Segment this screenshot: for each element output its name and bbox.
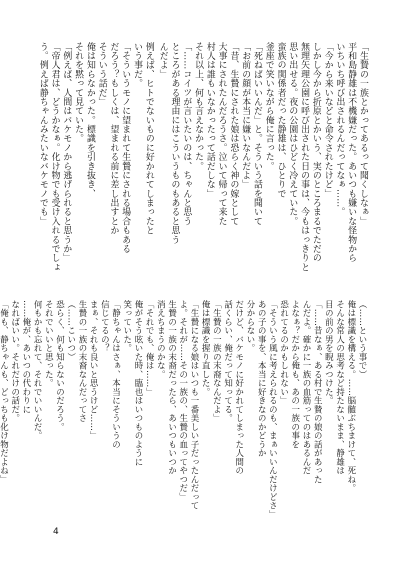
text-column: そんな常人の思考など持たないまま、静雄は [335, 300, 346, 475]
text-column: （……こいつ） [66, 300, 77, 362]
text-column: 蛮族の関係者だった静雄は、ひとりで [275, 42, 286, 199]
text-column: 「昔、生贄にされた娘は恐らく神の嫁として [228, 42, 239, 226]
text-column: まぁ、それも良いと思うけど……」 [89, 300, 100, 440]
text-column: 「静ちゃんはさぁ、本当にそういうの [111, 300, 122, 449]
text-column: 「帝人君は、どうかなぁ。化け物でも受け入れるでしょ [49, 42, 60, 272]
text-column: 俺は標識を握り直した。 [201, 300, 212, 397]
text-column: よなぁ？だから俺も、あの一族の事を [290, 300, 301, 449]
text-column: 信じてるの？ [100, 300, 111, 353]
text-column: 「そういう風に考えられるのも、まぁいいんだけどさ」 [268, 300, 279, 519]
text-column: 「生贄の一族の末裔なんだよ」 [212, 300, 223, 423]
text-column: 「……コイツが言いたいのは、ちゃんと思う [181, 42, 192, 226]
text-column: ところがある理由にはこういうものもあると思う [169, 42, 180, 245]
text-column: だけど、バケモノに好かれてしまった人間の [234, 300, 245, 475]
text-column: 思い出せる。夜の公園はひどく冷えていた。 [287, 42, 298, 226]
text-column: 「お前の顔が本当に嫌いなんだよ」 [240, 42, 251, 190]
text-column: 「今から来いなどと命令されたけど」 [322, 42, 333, 199]
text-column: 無理矢理公園に呼び出された日の事は、今もはっきりと [299, 42, 310, 272]
lower-text-block [0, 300, 368, 520]
text-column: 恐れてるのかもしれない」 [279, 300, 290, 405]
text-column: んだよ」 [157, 42, 168, 79]
upper-text-block [36, 42, 368, 272]
page-number: 4 [53, 527, 59, 537]
text-column: 消えちまうのかな。 [156, 300, 167, 379]
text-column: 「例えば、人間はバケモノから逃げられると思うか」 [61, 42, 72, 263]
text-column: 「……昔なぁ、ある村で生贄の娘の話があった [313, 300, 324, 484]
text-column: だろう？もしくは、望まれる前に差し出すとか [108, 42, 119, 235]
text-column: んだよ。確かに一族の血筋ってのはあるんだ [301, 300, 312, 475]
text-column: いう事だ。 [132, 42, 143, 88]
text-column: 平和島静雄は不機嫌だった。あいつも嫌いな怪物から [346, 42, 357, 263]
text-column: よ。それが……その一族の、生贄の血ってやつだ」 [178, 300, 189, 502]
text-column: 恐らく、何も知らないのだろう。 [55, 300, 66, 432]
text-column: なればいい。それだけの話だ。 [10, 300, 21, 423]
text-column: それ以上、何も言えなかった。 [193, 42, 204, 171]
text-column: 目の前の男を睨みつけた。 [324, 300, 335, 405]
text-column: 例えば、ヒトでないものに好かれてしまったと [143, 42, 154, 235]
text-column: そういう話だ」 [96, 42, 107, 107]
text-column: 「生贄になる娘はいつも一番美しい子だったんだって [189, 300, 200, 510]
text-column: 分からない。 [245, 300, 256, 353]
text-column: 生贄の一族の末裔なんだってさ [77, 300, 88, 423]
text-column: 「そういうモノに望まれて生贄にされる場合もある [120, 42, 131, 254]
text-column: 釜座で笑いながら俺に言った。 [263, 42, 274, 171]
text-column: 「生贄の一族とかってあるって聞くしなぁ」 [358, 42, 368, 226]
text-column: 生贄の一族の末裔だったら、あいつもいつか [167, 300, 178, 475]
text-column: 大事にされたんだろうさ。泣いて帰って来た [216, 42, 227, 226]
text-column: 「死ねばいいんだ」と。そういう話を聞いて [251, 42, 262, 226]
text-column: 「俺も、静ちゃんも、どっちも化け物だよね」 [0, 300, 10, 484]
text-column: 何もかも忘れて、それでいいんだ。 [33, 300, 44, 440]
text-column: 俺は標識を構える。……脳髄ぶちまけて、死ね。 [346, 300, 357, 493]
text-column: 話くらい、俺だって知ってる。 [223, 300, 234, 423]
text-column: しかし今から折原とかいう、実のところまるでただの [310, 42, 321, 263]
text-column: 俺は知らなかった。標識を引き抜き、 [84, 42, 95, 199]
text-column: それを黙って見ていた。 [73, 42, 84, 144]
text-column: 「それでも、俺は……」 [145, 300, 156, 397]
text-column: ……俺が、あいつの代わりに [21, 300, 32, 414]
text-column: （……という事で） [358, 300, 368, 379]
text-column: それでいいと思った。 [44, 300, 55, 388]
text-column: 俺がそう呟いた時、臨也はいつものように [133, 300, 144, 467]
text-column: いちいち呼び出されるんだってなぁ……。 [334, 42, 345, 217]
text-column: あの子の事を、本当に好きなのかどうか [257, 300, 268, 458]
text-column: 村人は誰もいなかったって話だしな」 [204, 42, 215, 199]
text-column: う。例えば静ちゃんみたいなバケモノでも」 [37, 42, 48, 226]
text-column: 笑っていた。 [122, 300, 133, 353]
